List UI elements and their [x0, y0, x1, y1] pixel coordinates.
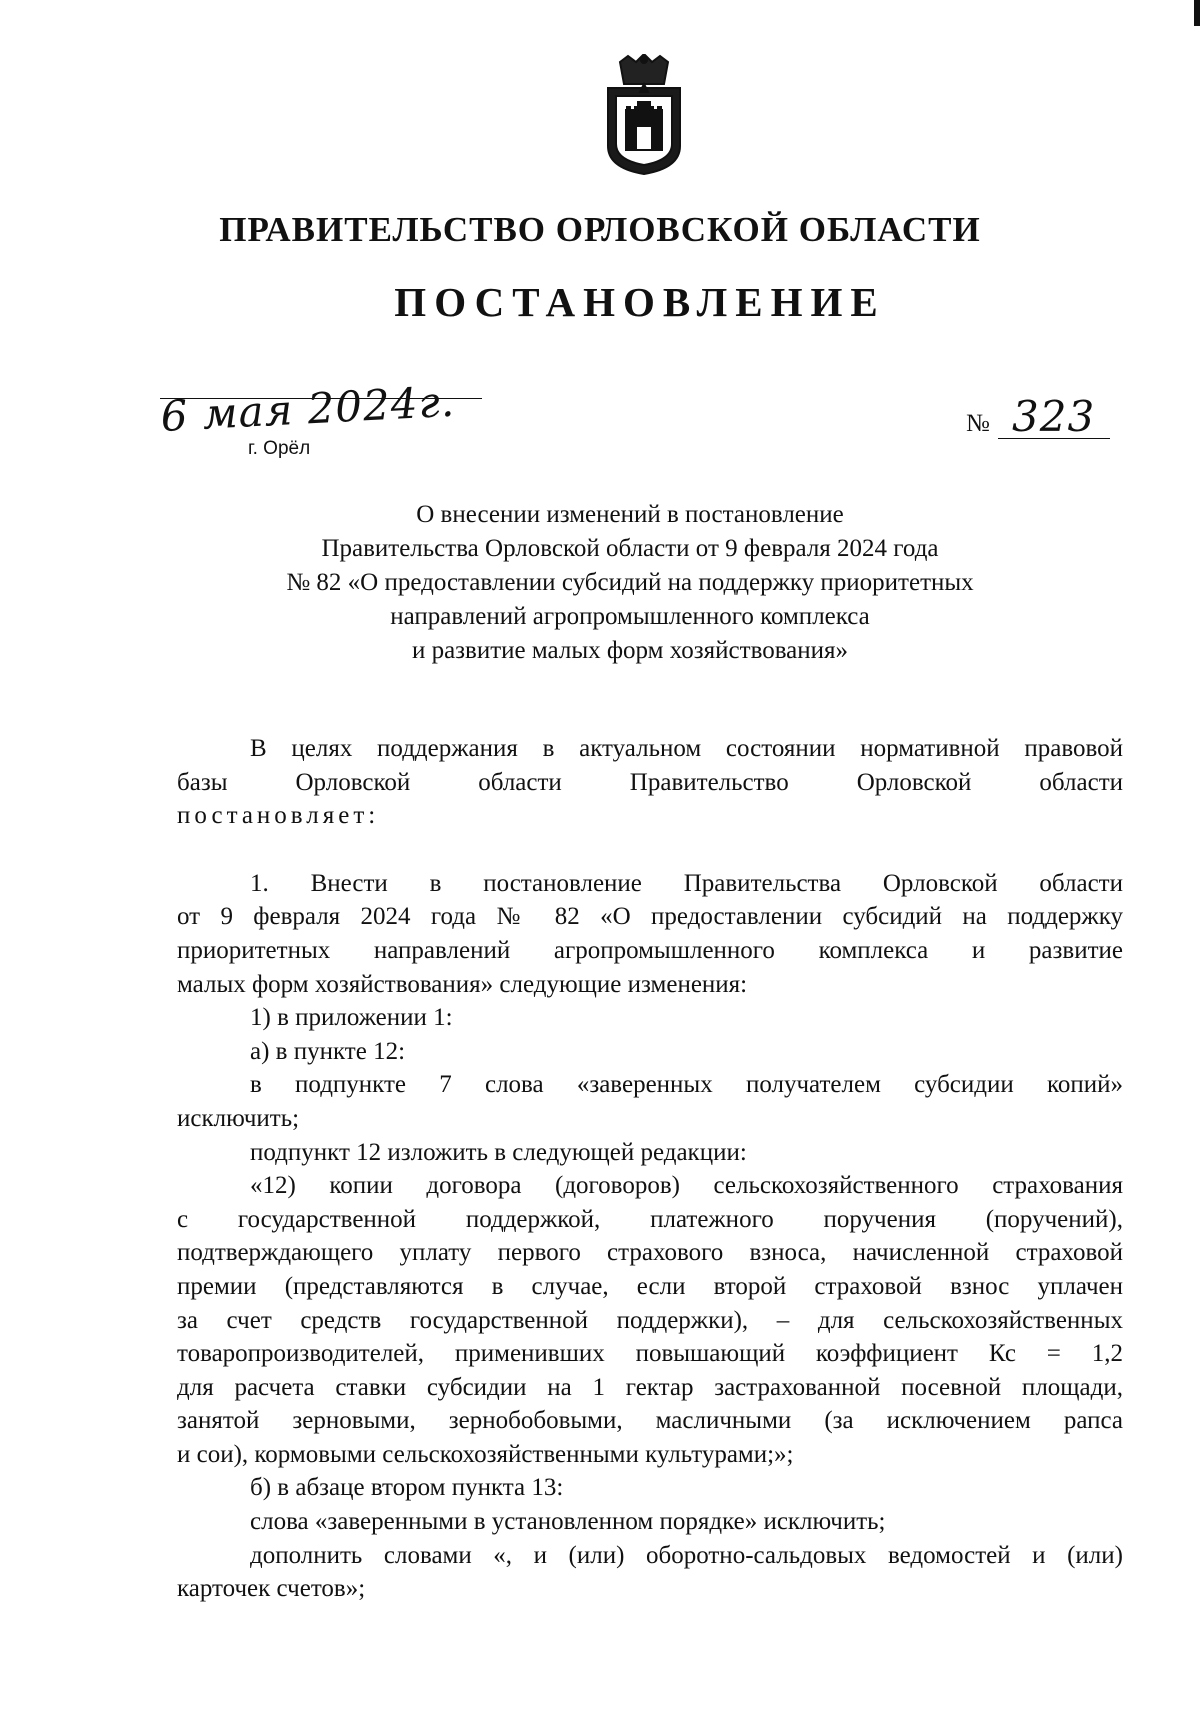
subitem-line: исключить;	[177, 1104, 300, 1132]
handwritten-date: 6 мая 2024г.	[159, 376, 457, 441]
subitem-line: и сои), кормовыми сельскохозяйственными культурами;»;	[177, 1440, 794, 1468]
city-label: г. Орёл	[248, 438, 311, 459]
subitem-line: подтверждающего уплату первого страхового взноса, начисленной страховой	[177, 1239, 1123, 1267]
subitem-line: занятой зерновыми, зернобобовыми, масличными (за исключением рапса	[177, 1407, 1123, 1435]
organization-title: ПРАВИТЕЛЬСТВО ОРЛОВСКОЙ ОБЛАСТИ	[219, 210, 981, 249]
document-type: ПОСТАНОВЛЕНИЕ	[394, 279, 886, 325]
handwritten-number: 323	[1012, 392, 1096, 441]
subitem-line: премии (представляются в случае, если второй страховой взнос уплачен	[177, 1272, 1123, 1300]
preamble-line: постановляет:	[177, 802, 380, 830]
subitem-line: в подпункте 7 слова «заверенных получателем субсидии копий»	[250, 1071, 1123, 1099]
subitem-line: с государственной поддержкой, платежного поручения (поручений),	[177, 1205, 1123, 1233]
subitem-line: а) в пункте 12:	[250, 1037, 406, 1065]
scan-edge-mark	[1194, 0, 1200, 26]
subitem-line: для расчета ставки субсидии на 1 гектар застрахованной посевной площади,	[177, 1373, 1123, 1401]
item1-line: малых форм хозяйствования» следующие изменения:	[177, 970, 748, 998]
subject-line: и развитие малых форм хозяйствования»	[411, 637, 849, 664]
number-sign: №	[966, 410, 990, 437]
subitem-line: дополнить словами «, и (или) оборотно-сальдовых ведомостей и (или)	[250, 1541, 1123, 1569]
item1-line: приоритетных направлений агропромышленного комплекса и развитие	[177, 936, 1123, 964]
subitem-line: 1) в приложении 1:	[250, 1004, 453, 1032]
coat-of-arms-icon	[600, 54, 688, 176]
subitem-line: «12) копии договора (договоров) сельскохозяйственного страхования	[250, 1172, 1123, 1200]
subject-line: О внесении изменений в постановление	[416, 501, 844, 528]
preamble-line: В целях поддержания в актуальном состоянии нормативной правовой	[250, 735, 1123, 762]
subitem-line: за счет средств государственной поддержки), – для сельскохозяйственных	[177, 1306, 1123, 1334]
item1-line: 1. Внести в постановление Правительства Орловской области	[250, 869, 1123, 897]
document-body	[177, 732, 1123, 1606]
subitem-line: слова «заверенными в установленном порядке» исключить;	[250, 1508, 886, 1536]
subitem-line: б) в абзаце втором пункта 13:	[250, 1474, 564, 1502]
subitem-line: подпункт 12 изложить в следующей редакции:	[250, 1138, 747, 1166]
preamble-line: базы Орловской области Правительство Орловской области	[177, 768, 1123, 796]
subject-line: направлений агропромышленного комплекса	[390, 603, 870, 630]
subject-line: Правительства Орловской области от 9 февраля 2024 года	[321, 535, 939, 562]
item1-line: от 9 февраля 2024 года № 82 «О предоставлении субсидий на поддержку	[177, 903, 1123, 931]
document-subject	[200, 498, 1060, 668]
subject-line: № 82 «О предоставлении субсидий на поддержку приоритетных	[286, 569, 974, 596]
subitem-line: карточек счетов»;	[177, 1575, 366, 1603]
subitem-line: товаропроизводителей, применивших повышающий коэффициент Кс = 1,2	[177, 1340, 1123, 1368]
